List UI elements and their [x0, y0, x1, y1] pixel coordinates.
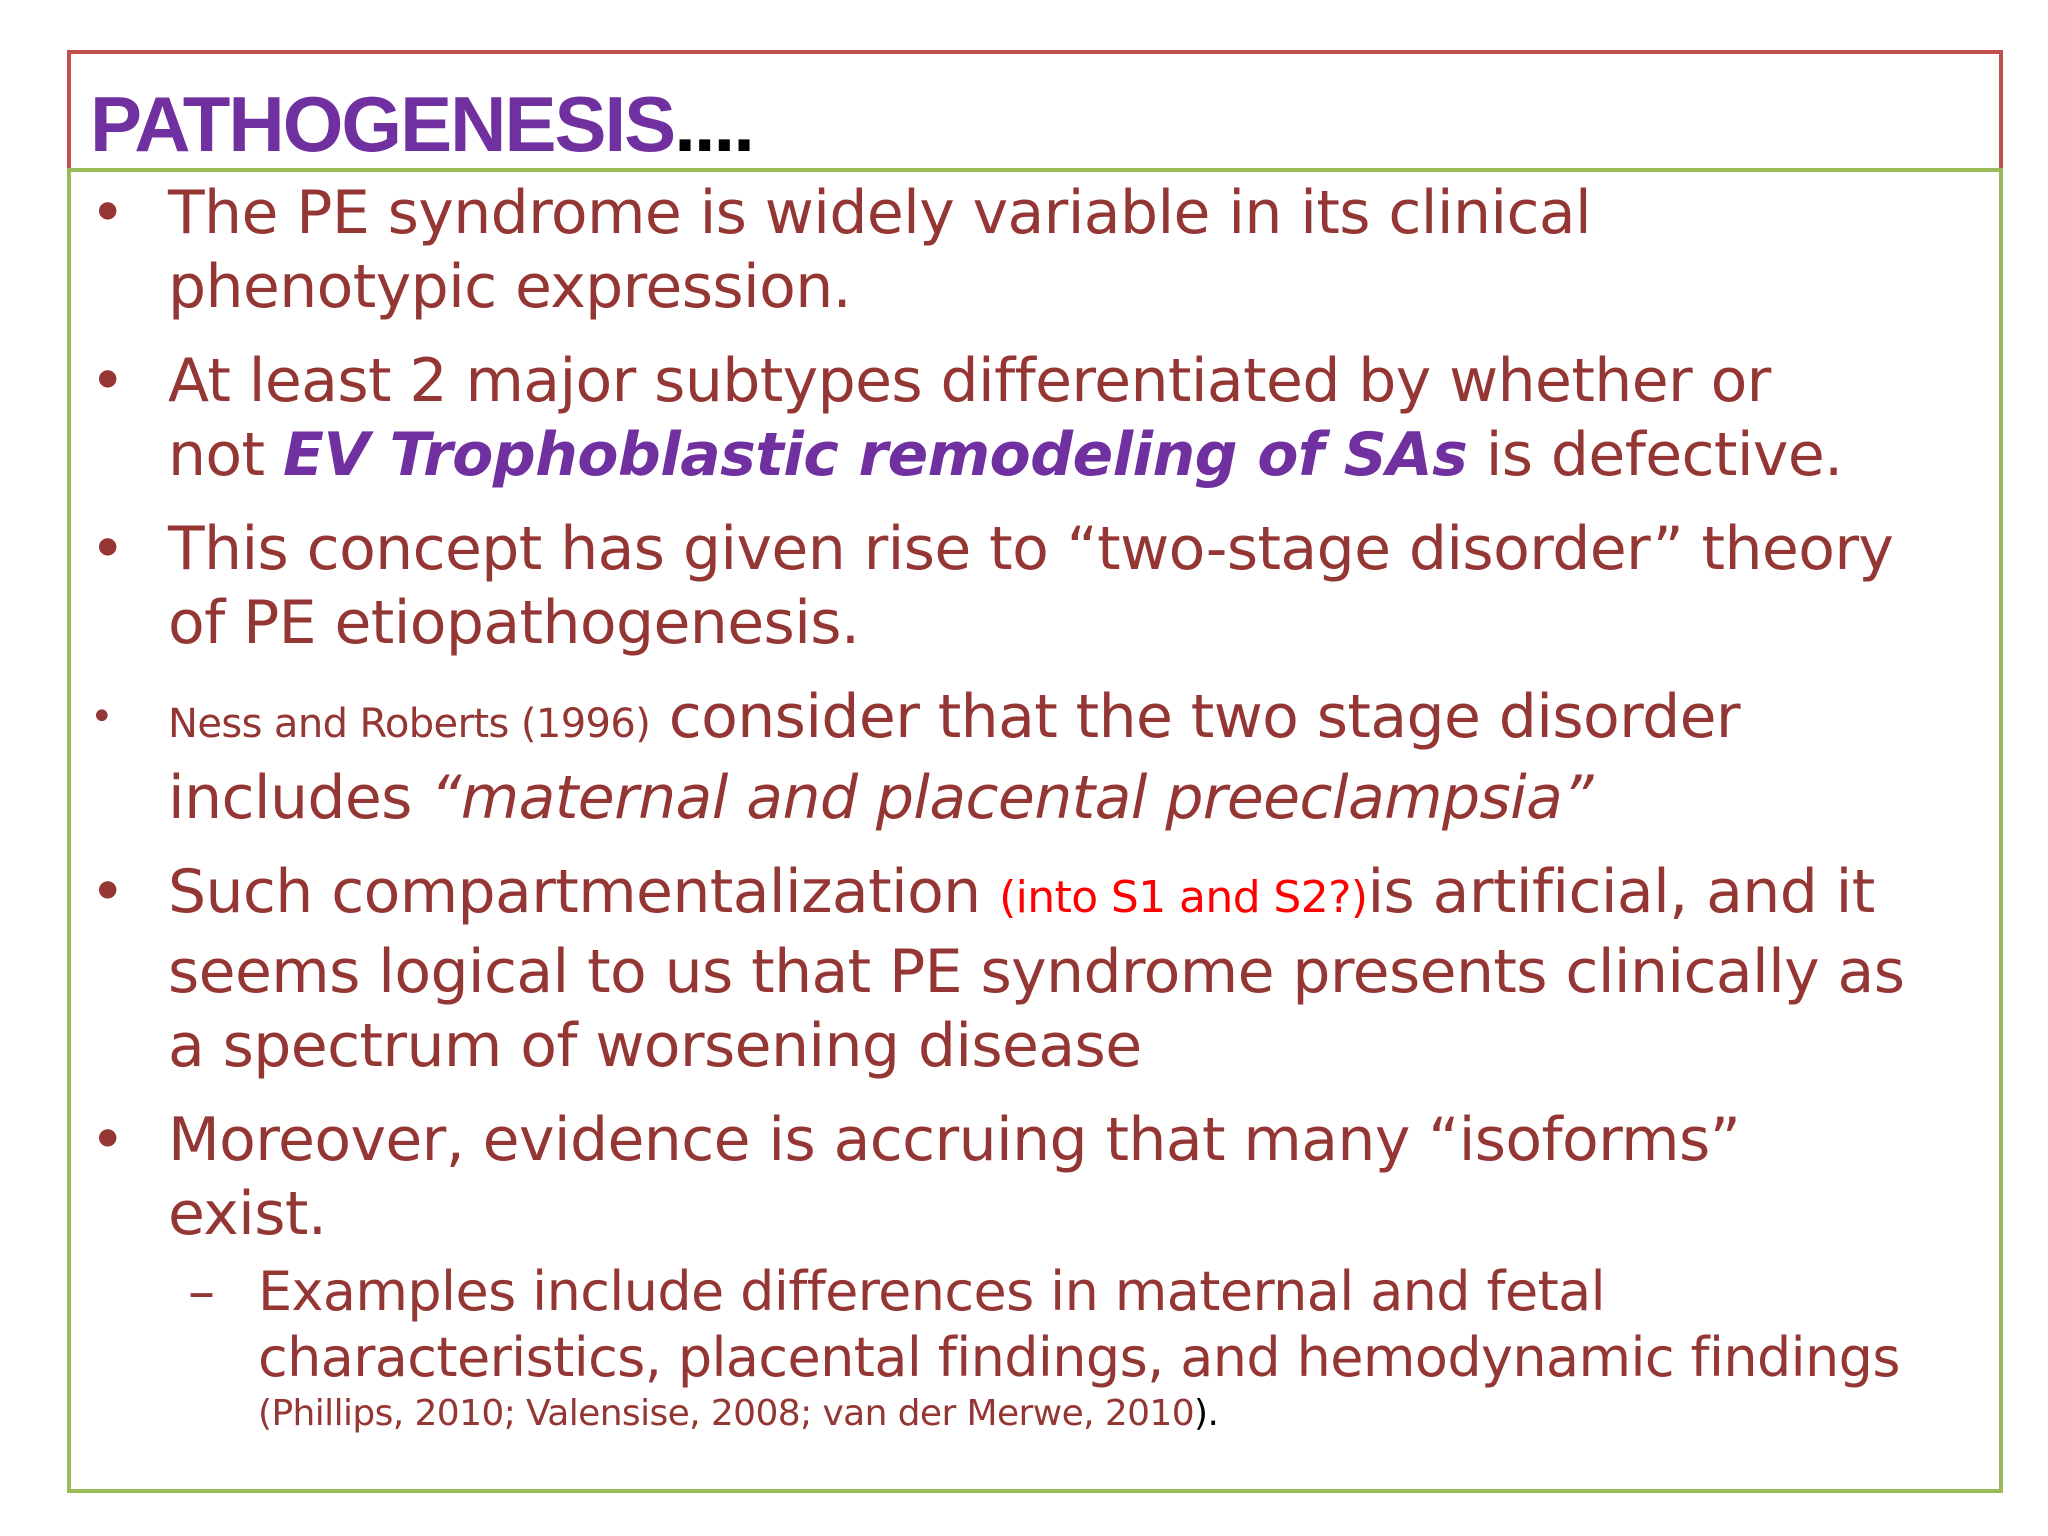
title-text: PATHOGENESIS [90, 80, 675, 168]
bullet-item-phenotype [90, 176, 2000, 324]
citation-line [258, 1391, 2000, 1437]
bullet-line: This concept has given rise to “two-stage disorder” theory [168, 514, 1894, 584]
red-annotation: (into S1 and S2?) [999, 872, 1368, 923]
sub-bullet-examples [90, 1259, 2000, 1437]
bullet-list [90, 176, 2000, 1437]
bullet-line: of PE etiopathogenesis. [168, 588, 860, 658]
bullet-dot-icon: • [90, 178, 125, 248]
bullet-text: includes [168, 763, 431, 833]
bullet-dot-icon: • [90, 346, 125, 416]
sub-bullet-line: Examples include differences in maternal and fetal [258, 1260, 1606, 1323]
bullet-dot-icon: • [90, 1105, 125, 1175]
bullet-item-two-stage [90, 512, 2000, 660]
bullet-text: Such compartmentalization [168, 857, 1000, 927]
dash-icon: – [188, 1260, 215, 1323]
bullet-line [168, 761, 2000, 835]
bullet-item-subtypes [90, 344, 2000, 492]
bullet-dot-icon: • [90, 694, 113, 740]
bullet-line: exist. [168, 1179, 327, 1249]
bullet-line: At least 2 major subtypes differentiated by whether or [168, 346, 1771, 416]
bullet-text: is artificial, and it [1367, 857, 1875, 927]
bullet-text: consider that the two stage disorder [650, 682, 1740, 752]
citation-close: ). [1194, 1393, 1219, 1434]
bullet-item-isoforms [90, 1103, 2000, 1251]
bullet-item-ness-roberts [90, 680, 2000, 835]
bullet-line: seems logical to us that PE syndrome presents clinically as [168, 937, 1905, 1007]
bullet-line: Moreover, evidence is accruing that many “isoforms” [168, 1105, 1741, 1175]
bullet-line [168, 855, 2000, 935]
italic-quote: “maternal and placental preeclampsia” [430, 763, 1593, 833]
citation-text: (Phillips, 2010; Valensise, 2008; van der Merwe, 2010 [258, 1393, 1195, 1434]
sub-bullet-line: characteristics, placental findings, and hemodynamic findings [258, 1326, 1900, 1389]
bullet-item-compartmentalization [90, 855, 2000, 1083]
bullet-text: not [168, 420, 283, 490]
bullet-line: The PE syndrome is widely variable in its clinical [168, 178, 1592, 248]
slide-title [90, 74, 753, 174]
bullet-line [168, 418, 2000, 492]
bullet-line: phenotypic expression. [168, 252, 852, 322]
bullet-text: is defective. [1467, 420, 1843, 490]
bullet-line [168, 680, 2000, 761]
emphasis-term: EV Trophoblastic remodeling of SAs [282, 420, 1468, 490]
bullet-dot-icon: • [90, 514, 125, 584]
bullet-dot-icon: • [90, 857, 125, 927]
title-ellipsis: .... [674, 80, 753, 168]
citation-inline: Ness and Roberts (1996) [168, 701, 651, 747]
bullet-line: a spectrum of worsening disease [168, 1011, 1142, 1081]
